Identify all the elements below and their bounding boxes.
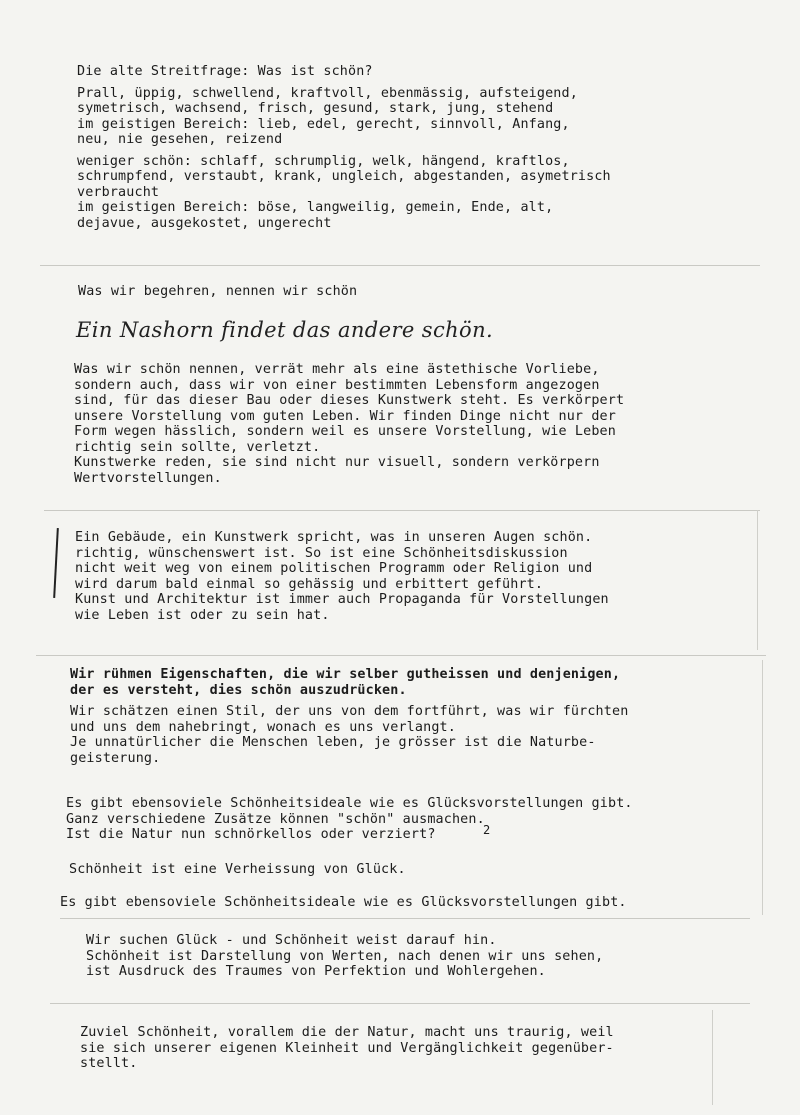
strip-edge bbox=[712, 1010, 713, 1105]
text-line: Ganz verschiedene Zusätze können "schön" ausmachen. bbox=[66, 811, 485, 827]
section-what-is-beautiful bbox=[77, 64, 611, 231]
section-propaganda bbox=[75, 530, 609, 623]
text-line: der es versteht, dies schön auszudrücken. bbox=[70, 682, 407, 698]
section-title: Die alte Streitfrage: Was ist schön? bbox=[77, 64, 373, 79]
section-taste bbox=[74, 362, 624, 486]
text-line: Was wir begehren, nennen wir schön bbox=[78, 284, 358, 299]
margin-pen-mark bbox=[53, 528, 59, 598]
text-line: Wir suchen Glück - und Schönheit weist darauf hin. bbox=[86, 933, 497, 948]
section-nature bbox=[80, 1025, 614, 1072]
text-line: im geistigen Bereich: böse, langweilig, gemein, Ende, alt, bbox=[77, 200, 554, 215]
text-line: Kunst und Architektur ist immer auch Propaganda für Vorstellungen bbox=[75, 592, 609, 607]
footnote-marker: 2 bbox=[483, 823, 491, 837]
text-line: neu, nie gesehen, reizend bbox=[77, 132, 283, 147]
text-line: Schönheit ist eine Verheissung von Glück. bbox=[69, 862, 406, 877]
text-line: richtig sein sollte, verletzt. bbox=[74, 439, 321, 455]
strip-edge bbox=[44, 510, 760, 511]
handwritten-note: Ein Nashorn findet das andere schön. bbox=[76, 318, 494, 342]
text-line: wie Leben ist oder zu sein hat. bbox=[75, 607, 330, 623]
text-line: sind, für das dieser Bau oder dieses Kunstwerk steht. Es verkörpert bbox=[74, 393, 625, 408]
text-line: unsere Vorstellung vom guten Leben. Wir finden Dinge nicht nur der bbox=[74, 408, 616, 424]
text-line: Kunstwerke reden, sie sind nicht nur visuell, sondern verkörpern bbox=[74, 455, 600, 470]
text-line: wird darum bald einmal so gehässig und erbittert geführt. bbox=[75, 576, 544, 592]
strip-edge bbox=[762, 660, 763, 915]
text-line: Zuviel Schönheit, vorallem die der Natur, macht uns traurig, weil bbox=[80, 1025, 614, 1040]
text-line: verbraucht bbox=[77, 184, 160, 200]
strip-edge bbox=[60, 918, 750, 919]
text-line: Form wegen hässlich, sondern weil es unsere Vorstellung, wie Leben bbox=[74, 424, 616, 439]
section-ideals bbox=[70, 667, 628, 766]
ideals-repeat bbox=[60, 895, 627, 911]
text-line: Prall, üppig, schwellend, kraftvoll, ebenmässig, aufsteigend, bbox=[77, 85, 578, 101]
text-line: Wir schätzen einen Stil, der uns von dem fortführt, was wir fürchten bbox=[70, 704, 629, 719]
text-line: sondern auch, dass wir von einer bestimmten Lebensform angezogen bbox=[74, 377, 600, 393]
promise-line bbox=[69, 862, 406, 878]
text-line: und uns dem nahebringt, wonach es uns verlangt. bbox=[70, 719, 456, 735]
text-line: Es gibt ebensoviele Schönheitsideale wie es Glücksvorstellungen gibt. bbox=[60, 895, 627, 910]
text-line: geisterung. bbox=[70, 750, 161, 766]
strip-edge bbox=[757, 510, 758, 650]
text-line: symetrisch, wachsend, frisch, gesund, stark, jung, stehend bbox=[77, 101, 554, 116]
strip-edge bbox=[40, 265, 760, 266]
text-line: Ein Gebäude, ein Kunstwerk spricht, was in unseren Augen schön. bbox=[75, 530, 593, 545]
strip-edge bbox=[50, 1003, 750, 1004]
text-line: Was wir schön nennen, verrät mehr als eine ästethische Vorliebe, bbox=[74, 362, 600, 377]
text-line: richtig, wünschenswert ist. So ist eine Schönheitsdiskussion bbox=[75, 545, 568, 561]
text-line: ist Ausdruck des Traumes von Perfektion und Wohlergehen. bbox=[86, 964, 546, 979]
text-line: Wertvorstellungen. bbox=[74, 470, 222, 486]
text-line: nicht weit weg von einem politischen Programm oder Religion und bbox=[75, 561, 593, 576]
section-desire bbox=[78, 284, 357, 300]
strip-edge bbox=[36, 655, 766, 656]
text-line: im geistigen Bereich: lieb, edel, gerecht, sinnvoll, Anfang, bbox=[77, 116, 570, 132]
text-line: Je unnatürlicher die Menschen leben, je grösser ist die Naturbe- bbox=[70, 735, 596, 750]
text-line: schrumpfend, verstaubt, krank, ungleich, abgestanden, asymetrisch bbox=[77, 169, 611, 184]
text-line: sie sich unserer eigenen Kleinheit und Vergänglichkeit gegenüber- bbox=[80, 1040, 614, 1056]
text-line: weniger schön: schlaff, schrumplig, welk, hängend, kraftlos, bbox=[77, 153, 570, 169]
section-ideals-continued bbox=[66, 796, 633, 843]
text-line: Ist die Natur nun schnörkellos oder verziert? bbox=[66, 827, 436, 842]
text-line: Es gibt ebensoviele Schönheitsideale wie es Glücksvorstellungen gibt. bbox=[66, 796, 633, 811]
text-line: stellt. bbox=[80, 1056, 138, 1071]
text-line: Wir rühmen Eigenschaften, die wir selber gutheissen und denjenigen, bbox=[70, 667, 621, 682]
section-happiness bbox=[86, 933, 603, 980]
text-line: dejavue, ausgekostet, ungerecht bbox=[77, 215, 332, 231]
text-line: Schönheit ist Darstellung von Werten, nach denen wir uns sehen, bbox=[86, 948, 604, 964]
